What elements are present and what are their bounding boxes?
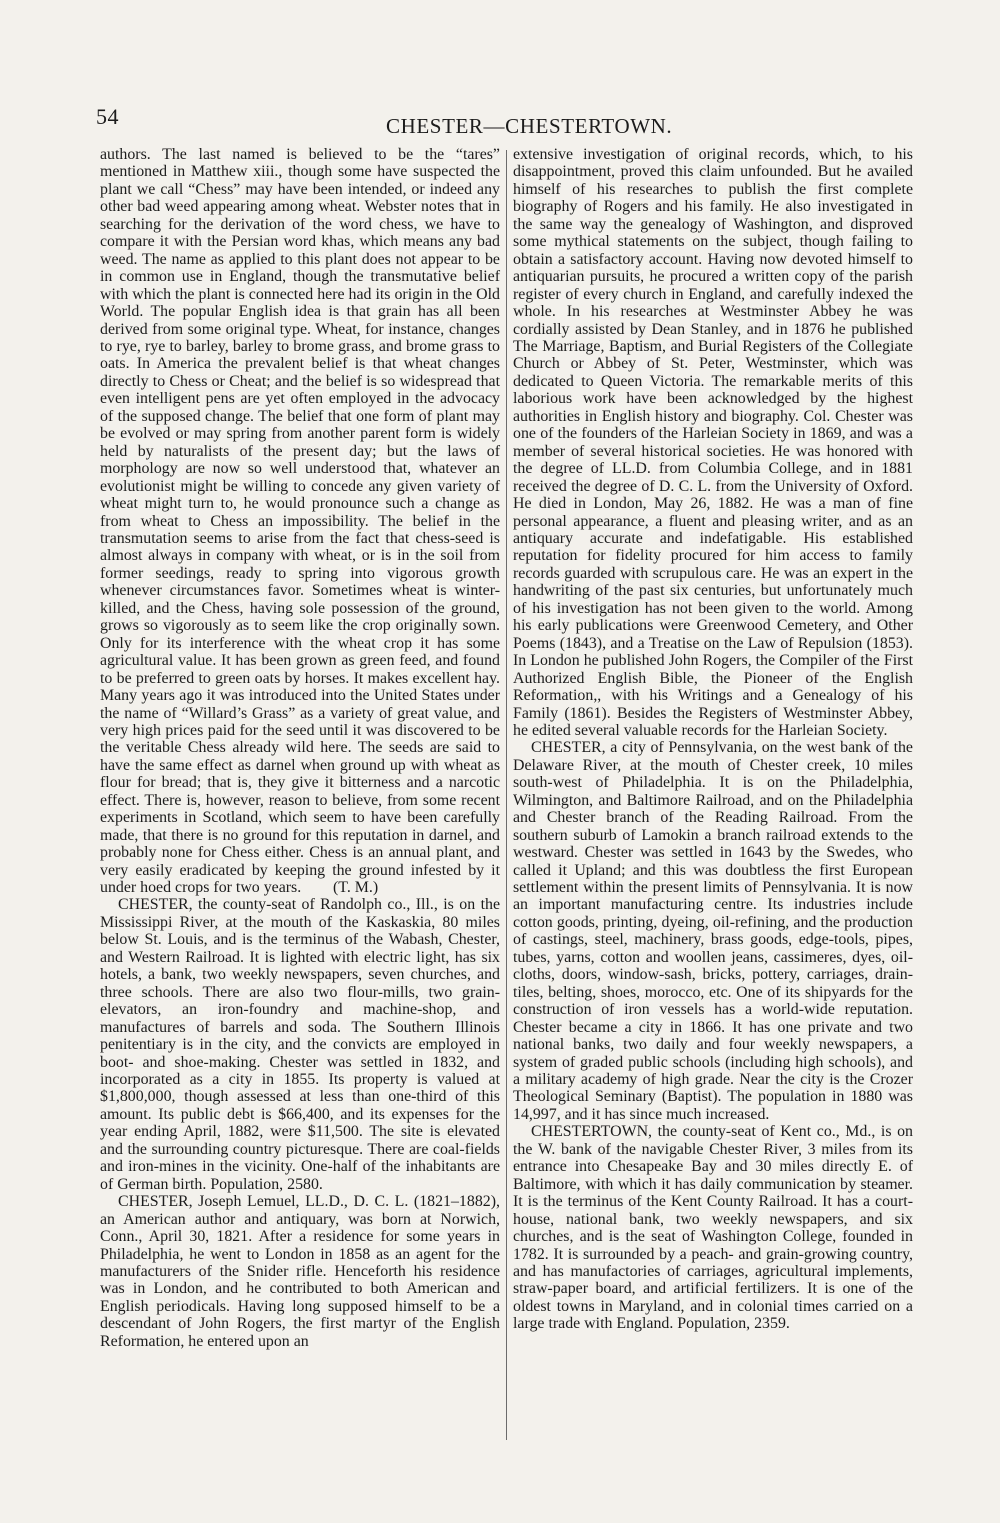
left-column bbox=[100, 146, 500, 1350]
running-title: CHESTER—CHESTERTOWN. bbox=[386, 114, 673, 138]
entry-heading: CHESTER, Joseph Lemuel, LL.D., D. C. L. bbox=[118, 1193, 409, 1211]
paragraph-chester-illinois: CHESTER, the county-seat of Randolph co., Ill., is on the Mississippi River, at the mouth of the Kaskaskia, 80 miles below St. Louis, and is the terminus of the Wabash, Chester, and Western Railroad. It is lighted with electric light, has six hotels, a bank, two weekly newspapers, seven churches, and three schools. There are also two flour-mills, two grain-elevators, an iron-foundry and machine-shop, and manufactures of barrels and soda. The Southern Illinois penitentiary is in the city, and the convicts are employed in boot- and shoe-making. Chester was settled in 1832, and incorporated as a city in 1855. Its property is valued at $1,800,000, though assessed at less than one-third of this amount. Its public debt is $66,400, and its expenses for the year ending April, 1882, were $11,500. The site is elevated and the surrounding country picturesque. There are coal-fields and iron-mines in the vicinity. One-half of the inhabitants are of German birth. Population, 2580. bbox=[100, 896, 500, 1193]
page-number: 54 bbox=[96, 104, 119, 129]
paragraph-chester-joseph bbox=[100, 1193, 500, 1350]
paragraph-chestertown: CHESTERTOWN, the county-seat of Kent co., Md., is on the W. bank of the navigable Chester River, 3 miles from its entrance into Chesapeake Bay and 30 miles directly E. of Baltimore, with which it has daily communication by steamer. It is the terminus of the Kent County Railroad. It has a court-house, national bank, two weekly newspapers, and six churches, and is the seat of Washington College, founded in 1782. It is surrounded by a peach- and grain-growing country, and has manufactories of carriages, agricultural implements, straw-paper board, and artificial fertilizers. It is one of the oldest towns in Maryland, and in colonial times carried on a large trade with England. Population, 2359. bbox=[513, 1123, 913, 1333]
author-signature: (T. M.) bbox=[333, 879, 379, 897]
paragraph-text: (1821–1882), an American author and antiquary, was born at Norwich, Conn., April 30, 1821. After a residence for some years in Philadelphia, he went to London in 1858 as an agent for the manufacturers of the Snider rifle. Henceforth his residence was in London, and he contributed to both American and English periodicals. Having long supposed himself to be a descendant of John Rogers, the first martyr of the English Reformation, he entered upon an bbox=[100, 1193, 500, 1350]
right-column bbox=[513, 146, 913, 1333]
paragraph-chester-pennsylvania: CHESTER, a city of Pennsylvania, on the west bank of the Delaware River, at the mouth of Chester creek, 10 miles south-west of Philadelphia. It is on the Philadelphia, Wilmington, and Baltimore Railroad, and on the Philadelphia and Chester branch of the Reading Railroad. From the southern suburb of Lamokin a branch railroad extends to the westward. Chester was settled in 1643 by the Swedes, who called it Upland; and this was doubtless the first European settlement within the present limits of Pennsylvania. It is now an important manufacturing centre. Its industries include cotton goods, printing, dyeing, oil-refining, and the production of castings, steel, machinery, brass goods, edge-tools, pipes, tubes, yarns, cotton and woollen jeans, cassimeres, dyes, oil-cloths, doors, window-sash, bricks, pottery, carriages, drain-tiles, belting, shoes, morocco, etc. One of its shipyards for the construction of iron vessels has a world-wide reputation. Chester became a city in 1866. It has one private and two national banks, two daily and four weekly newspapers, a system of graded public schools (including high schools), and a military academy of high grade. Near the city is the Crozer Theological Seminary (Baptist). The population in 1880 was 14,997, and it has since much increased. bbox=[513, 739, 913, 1123]
paragraph-chester-joseph-continued: extensive investigation of original records, which, to his disappointment, proved this claim unfounded. But he availed himself of his researches to publish the first complete biography of Rogers and his family. He also investigated in the same way the genealogy of Washington, and disproved some mythical statements on the subject, though failing to obtain a satisfactory account. Having now devoted himself to antiquarian pursuits, he procured a written copy of the parish register of every church in England, and carefully indexed the whole. In his researches at Westminster Abbey he was cordially assisted by Dean Stanley, and in 1876 he published The Marriage, Baptism, and Burial Registers of the Collegiate Church or Abbey of St. Peter, Westminster, which was dedicated to Queen Victoria. The remarkable merits of this laborious work have been acknowledged by the highest authorities in English history and biography. Col. Chester was one of the founders of the Harleian Society in 1869, and was a member of several historical societies. He was honored with the degree of LL.D. from Columbia College, and in 1881 received the degree of D. C. L. from the University of Oxford. He died in London, May 26, 1882. He was a man of fine personal appearance, a fluent and pleasing writer, and as an antiquary accurate and indefatigable. His established reputation for fidelity procured for him access to family records guarded with scrupulous care. He was an expert in the handwriting of the past six centuries, but unfortunately much of his investigation has not been given to the world. Among his early publications were Greenwood Cemetery, and Other Poems (1843), and a Treatise on the Law of Repulsion (1853). In London he published John Rogers, the Compiler of the First Authorized English Bible, the Pioneer of the English Reformation,, with his Writings and a Genealogy of his Family (1861). Besides the Registers of Westminster Abbey, he edited several valuable records for the Harleian Society. bbox=[513, 146, 913, 739]
paragraph-chess-continued bbox=[100, 146, 500, 896]
paragraph-text: authors. The last named is believed to be the “tares” mentioned in Matthew xiii., though some have suspected the plant we call “Chess” may have been intended, or indeed any other bad weed appearing among wheat. Webster notes that in searching for the derivation of the word chess, we have to compare it with the Persian word khas, which means any bad weed. The name as applied to this plant does not appear to be in common use in England, though the transmutative belief with which the plant is connected here had its origin in the Old World. The popular English idea is that grain has all been derived from some original type. Wheat, for instance, changes to rye, rye to barley, barley to brome grass, and brome grass to oats. In America the prevalent belief is that wheat changes directly to Chess or Cheat; and the belief is so widespread that even intelligent pens are yet often employed in the advocacy of the supposed change. The belief that one form of plant may be evolved or may spring from another parent form is widely held by naturalists of the present day; but the laws of morphology are now so well understood that, whatever an evolutionist might be willing to concede any given variety of wheat might turn to, he would pronounce such a change as from wheat to Chess an impossibility. The belief in the transmutation seems to arise from the fact that chess-seed is almost always in company with wheat, or is in the soil from former seedings, ready to spring into vigorous growth whenever circumstances favor. Sometimes wheat is winter-killed, and the Chess, having sole possession of the ground, grows so vigorously as to seem like the crop originally sown. Only for its interference with the wheat crop it has some agricultural value. It has been grown as green feed, and found to be preferred to green oats by horses. It makes excellent hay. Many years ago it was introduced into the United States under the name of “Willard’s Grass” as a variety of great value, and very high prices paid for the seed until it was discovered to be the veritable Chess already wild here. The seeds are said to have the same effect as darnel when ground up with wheat as flour for bread; that is, they give it bitterness and a narcotic effect. There is, however, reason to believe, from some recent experiments in Scotland, which seem to have been carefully made, that there is no ground for this reputation in darnel, and probably none for Chess either. Chess is an annual plant, and very easily eradicated by keeping the ground infested by it under hoed crops for two years. bbox=[100, 146, 500, 897]
column-divider bbox=[506, 150, 507, 1440]
